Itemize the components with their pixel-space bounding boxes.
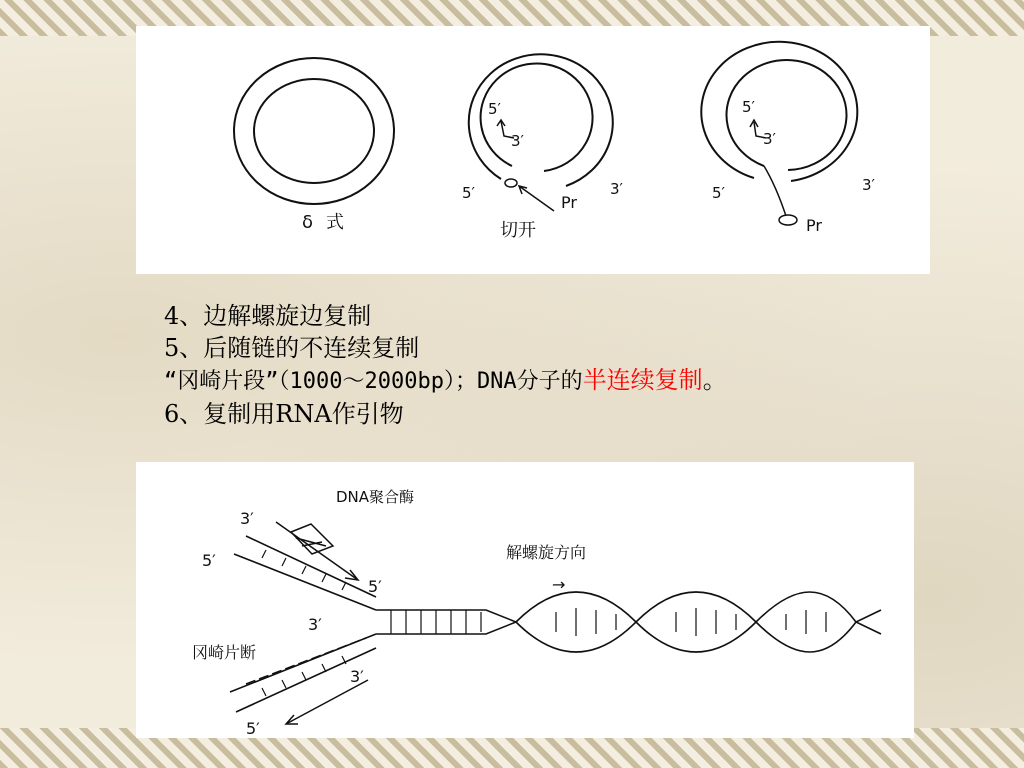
unwind-direction-label: 解螺旋方向 <box>506 543 587 562</box>
label-3-low: 3′ <box>350 667 364 686</box>
label-3-mid: 3′ <box>308 615 322 634</box>
right-label-3b: 3′ <box>862 176 875 194</box>
right-label-3a: 3′ <box>763 130 776 148</box>
label-5-bottom: 5′ <box>246 719 260 738</box>
right-label-pr: Pr <box>806 216 822 235</box>
mid-label-3a: 3′ <box>511 132 524 150</box>
label-5-left: 5′ <box>202 551 216 570</box>
mid-label-5a: 5′ <box>488 100 501 118</box>
note-line-6 <box>164 398 1024 430</box>
replication-fork-figure <box>136 462 914 738</box>
shi-label: 式 <box>326 212 344 233</box>
right-label-5b: 5′ <box>712 184 725 202</box>
mid-label-pr: Pr <box>561 193 577 212</box>
mid-label-3b: 3′ <box>610 180 623 198</box>
notes-text <box>164 300 1024 430</box>
unwind-arrow: → <box>552 575 566 594</box>
opened-circles-right <box>701 42 857 181</box>
cut-arrow-middle <box>497 120 554 211</box>
polymerase-label: DNA聚合酶 <box>336 488 415 506</box>
okazaki-text: “冈崎片段”（1000～2000bp）；DNA分子的 <box>164 369 583 394</box>
right-label-5a: 5′ <box>742 98 755 116</box>
line6-pre: 6、复制用 <box>164 400 276 428</box>
circular-replication-figure <box>136 26 930 274</box>
cut-label: 切开 <box>500 220 536 241</box>
polymerase-block <box>291 524 333 554</box>
delta-form-circles <box>234 58 394 204</box>
line6-rna: RNA <box>275 400 332 428</box>
note-line-okazaki <box>164 364 1024 398</box>
note-line-4: 4、边解螺旋边复制 <box>164 302 372 330</box>
okazaki-period: 。 <box>702 366 727 394</box>
line6-post: 作引物 <box>331 400 404 428</box>
label-3-top: 3′ <box>240 509 254 528</box>
note-line-5: 5、后随链的不连续复制 <box>164 334 420 362</box>
direction-arrows <box>276 522 368 724</box>
semi-discontinuous-highlight: 半连续复制 <box>582 366 703 394</box>
mid-label-5b: 5′ <box>462 184 475 202</box>
delta-label: δ <box>302 212 314 233</box>
cut-open-circles <box>469 54 613 186</box>
okazaki-label: 冈崎片断 <box>192 643 257 662</box>
label-5-mid: 5′ <box>368 577 382 596</box>
